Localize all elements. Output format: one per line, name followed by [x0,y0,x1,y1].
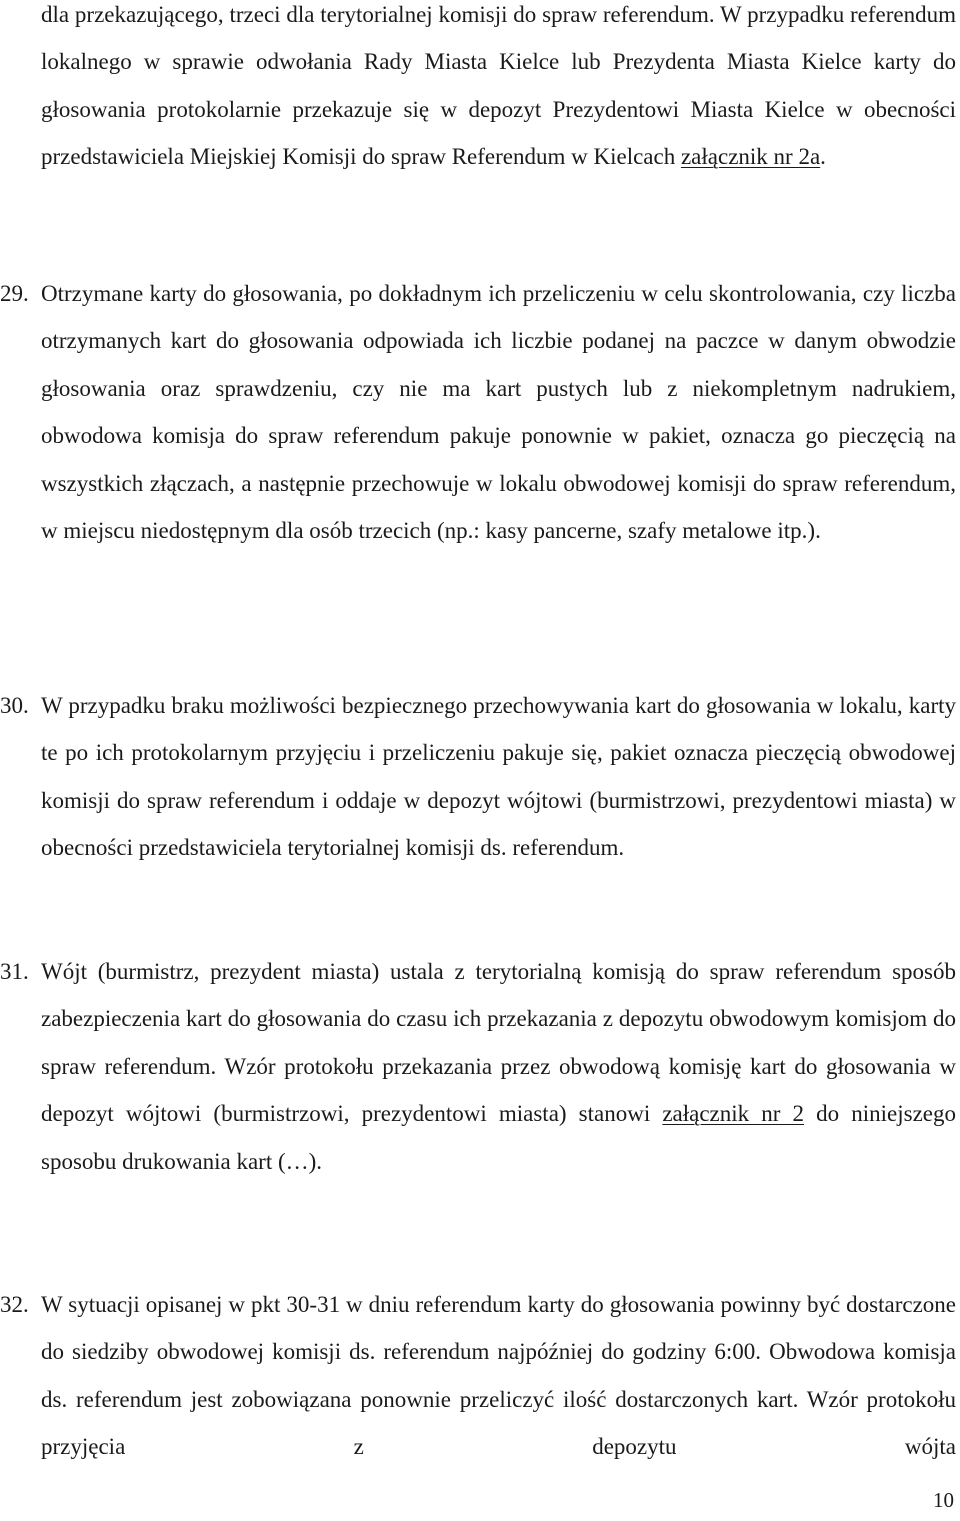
item-text-32: W sytuacji opisanej w pkt 30-31 w dniu referendum karty do głosowania powinny być dostarczone do siedziby obwodowej komisji ds. referendum najpóźniej do godziny 6:00. Obwodowa komisja ds. referendum jest zobowiązana ponownie przeliczyć ilość dostarczonych kart. Wzór protokołu przyjęcia z depozytu wójta [41,1292,956,1460]
list-item-32 [0,1281,956,1471]
item-text-31-end: do niniejszego sposobu drukowania kart (…). [41,1101,956,1174]
item-text-30: W przypadku braku możliwości bezpiecznego przechowywania kart do głosowania w lokalu, karty te po ich protokolarnym przyjęciu i przeliczeniu pakuje się, pakiet oznacza pieczęcią obwodowej komisji do spraw referendum i oddaje w depozyt wójtowi (burmistrzowi, prezydentowi miasta) w obecności przedstawiciela terytorialnej komisji ds. referendum. [41,693,956,861]
item-number-30: 30. [0,693,29,718]
item-number-29: 29. [0,281,29,306]
list-item-31 [0,948,956,1185]
intro-paragraph [41,0,956,181]
attachment-2a-link[interactable]: załącznik nr 2a [680,144,821,170]
attachment-2-link[interactable]: załącznik nr 2 [662,1101,805,1127]
page-number: 10 [933,1488,954,1512]
intro-text-end: . [820,144,826,170]
intro-text: dla przekazującego, trzeci dla terytorialnej komisji do spraw referendum. W przypadku referendum lokalnego w sprawie odwołania Rady Miasta Kielce lub Prezydenta Miasta Kielce karty do głosowania protokolarnie przekazuje się w depozyt Prezydentowi Miasta Kielce w obecności przedstawiciela Miejskiej Komisji do spraw Referendum w Kielcach [41,2,956,170]
list-item-30 [0,682,956,872]
item-number-32: 32. [0,1292,29,1317]
item-text-31: Wójt (burmistrz, prezydent miasta) ustala z terytorialną komisją do spraw referendum sposób zabezpieczenia kart do głosowania do czasu ich przekazania z depozytu obwodowym komisjom do spraw referendum. Wzór protokołu przekazania przez obwodową komisję kart do głosowania w depozyt wójtowi (burmistrzowi, prezydentowi miasta) stanowi [41,959,956,1127]
list-item-29 [0,270,956,554]
item-number-31: 31. [0,959,29,984]
item-text-29: Otrzymane karty do głosowania, po dokładnym ich przeliczeniu w celu skontrolowania, czy liczba otrzymanych kart do głosowania odpowiada ich liczbie podanej na paczce w danym obwodzie głosowania oraz sprawdzeniu, czy nie ma kart pustych lub z niekompletnym nadrukiem, obwodowa komisja do spraw referendum pakuje ponownie w pakiet, oznacza go pieczęcią na wszystkich złączach, a następnie przechowuje w lokalu obwodowej komisji do spraw referendum, w miejscu niedostępnym dla osób trzecich (np.: kasy pancerne, szafy metalowe itp.). [41,281,956,544]
